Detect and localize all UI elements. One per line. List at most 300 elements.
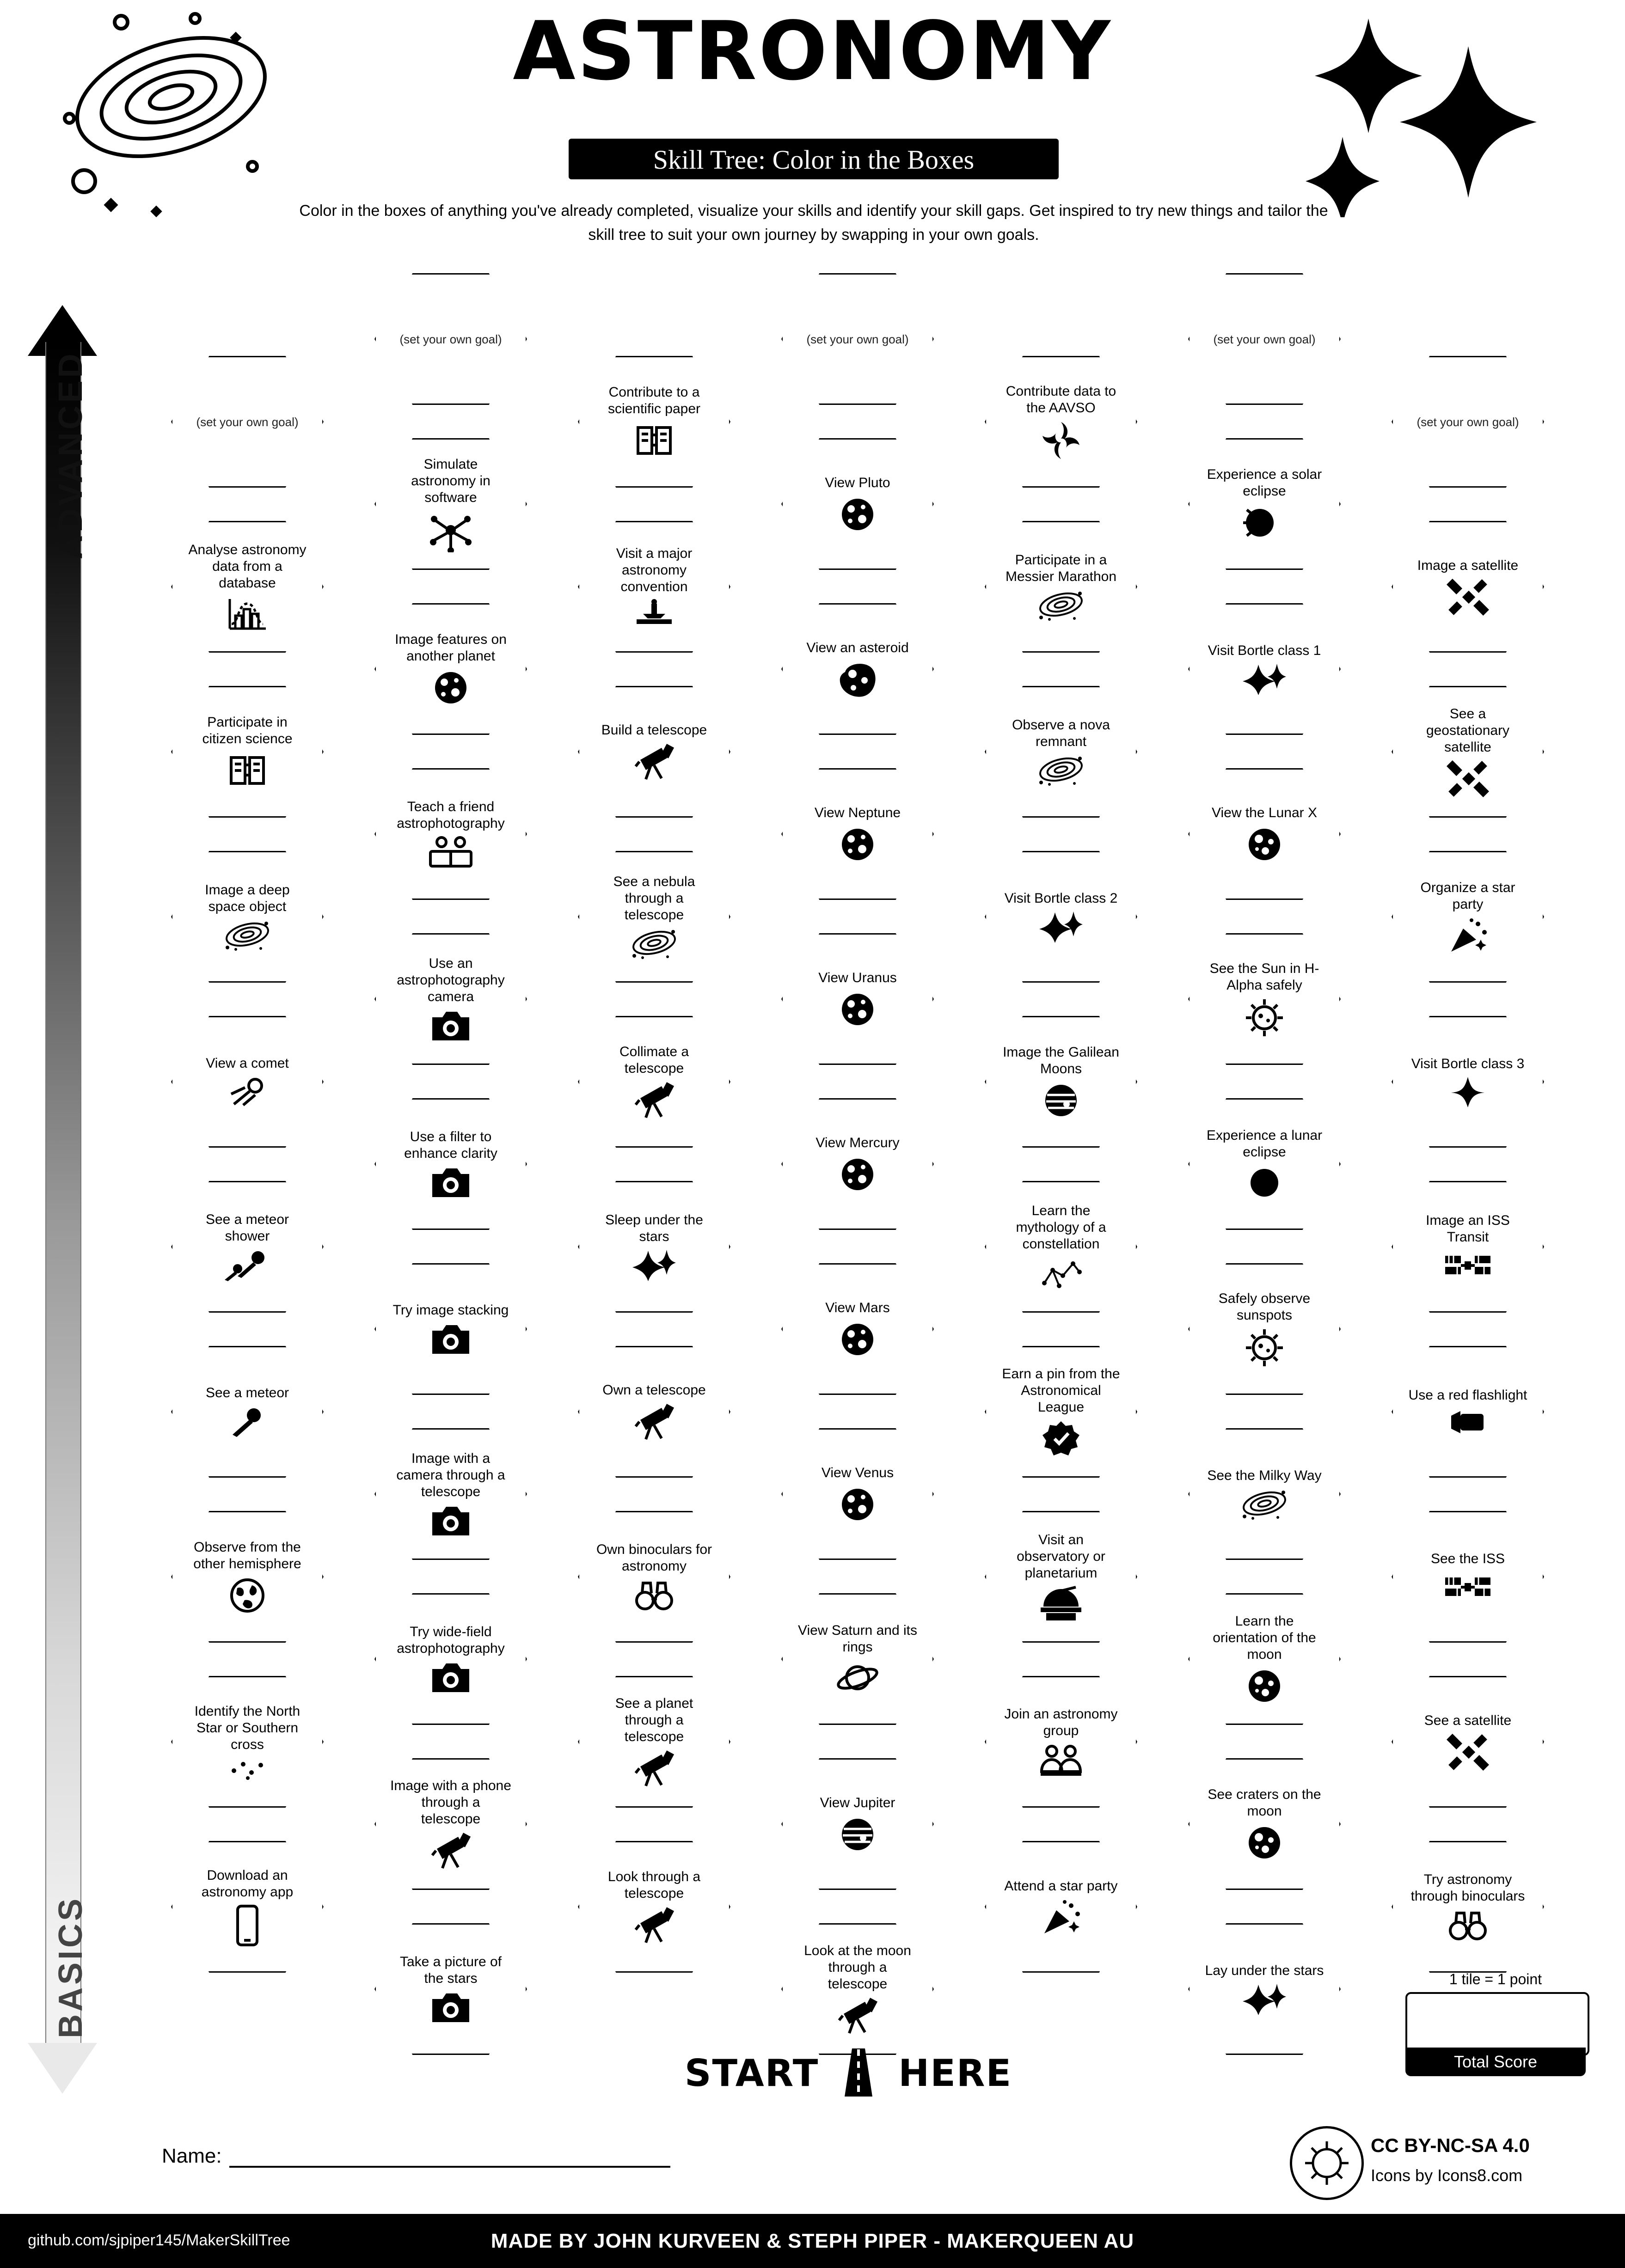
- hex-content: [171, 1841, 324, 1973]
- phone-icon: [235, 1904, 260, 1947]
- skill-tile[interactable]: [781, 1263, 934, 1395]
- skill-tile[interactable]: [1392, 851, 1544, 983]
- hex-content: [985, 521, 1137, 653]
- sun-icon: [1244, 1327, 1285, 1368]
- hex-content: [171, 521, 324, 653]
- skill-tile-label: Use a filter to enhance clarity: [404, 1129, 497, 1161]
- score-note: 1 tile = 1 point: [1449, 1971, 1542, 1987]
- skill-tile-label: Visit an observatory or planetarium: [1017, 1532, 1105, 1581]
- skill-tile-label: View Venus: [821, 1465, 894, 1480]
- cc-license-text: CC BY-NC-SA 4.0: [1371, 2134, 1530, 2156]
- score-label: Total Score: [1405, 2048, 1586, 2076]
- stars-small-icon: [227, 1757, 267, 1781]
- skill-tile[interactable]: [374, 603, 527, 735]
- skill-tile[interactable]: [1188, 768, 1341, 900]
- skill-tile-custom-goal[interactable]: [171, 356, 324, 488]
- skill-tile[interactable]: [1392, 1841, 1544, 1973]
- skill-tile[interactable]: [171, 686, 324, 818]
- road-icon: [831, 2047, 886, 2100]
- skill-tile[interactable]: [1392, 521, 1544, 653]
- skill-tile[interactable]: [578, 1346, 730, 1478]
- hex-content: [985, 1511, 1137, 1643]
- skill-tile-label: See a geostationary satellite: [1426, 706, 1510, 755]
- skill-tile[interactable]: [1188, 438, 1341, 570]
- planet-icon: [838, 1320, 877, 1359]
- skill-tile-label: Visit Bortle class 1: [1208, 642, 1321, 658]
- skill-tile[interactable]: [578, 1181, 730, 1313]
- jupiter-icon: [838, 1815, 877, 1854]
- sparkle-icon: [1243, 1983, 1286, 2016]
- observatory-icon: [1039, 1585, 1083, 1622]
- galaxy-icon: [1036, 589, 1086, 622]
- hex-content: [781, 1758, 934, 1890]
- skill-tile-custom-goal[interactable]: [1188, 273, 1341, 405]
- skill-tile-label: See a meteor shower: [205, 1211, 289, 1244]
- hex-content: [374, 438, 527, 570]
- hex-content: [781, 438, 934, 570]
- skill-tile-label: (set your own goal): [399, 332, 502, 346]
- skill-tile-label: View Saturn and its rings: [798, 1622, 917, 1655]
- skill-tile-label: Image a deep space object: [205, 882, 290, 914]
- hex-content: [171, 851, 324, 983]
- hex-content: [374, 1098, 527, 1230]
- hex-content: [781, 603, 934, 735]
- skill-tile[interactable]: [374, 1098, 527, 1230]
- skill-tile-label: View a comet: [206, 1055, 289, 1071]
- name-label: Name:: [162, 2145, 222, 2167]
- skill-tile[interactable]: [985, 1346, 1137, 1478]
- skill-tile-label: View Mars: [825, 1300, 890, 1315]
- skill-tile[interactable]: [1392, 1016, 1544, 1148]
- skill-tile[interactable]: [1188, 1263, 1341, 1395]
- skill-tile-label: View Mercury: [816, 1135, 900, 1150]
- skill-tile-label: See a nebula through a telescope: [613, 874, 695, 923]
- skill-tile[interactable]: [985, 1181, 1137, 1313]
- start-here-marker: [673, 2043, 1024, 2103]
- iss-icon: [1442, 1249, 1493, 1282]
- skill-tile-label: View an asteroid: [806, 640, 909, 655]
- skill-tile-label: See a meteor: [205, 1385, 289, 1400]
- hex-content: [781, 1428, 934, 1560]
- globe-icon: [228, 1576, 267, 1615]
- planet-icon: [838, 990, 877, 1029]
- simulation-icon: [427, 510, 475, 552]
- skill-tile-label: Download an astronomy app: [201, 1867, 294, 1900]
- planet-icon: [431, 668, 470, 707]
- hex-content: [1392, 686, 1544, 818]
- telescope-icon: [633, 742, 675, 782]
- skill-tile-label: Experience a solar eclipse: [1207, 466, 1322, 499]
- hex-content: [985, 686, 1137, 818]
- hex-content: [171, 1181, 324, 1313]
- skill-tile[interactable]: [1188, 933, 1341, 1065]
- hex-content: [781, 1098, 934, 1230]
- skill-tile[interactable]: [985, 1511, 1137, 1643]
- flashlight-icon: [1447, 1407, 1489, 1437]
- skill-tile[interactable]: [374, 1263, 527, 1395]
- skill-tile-label: Visit Bortle class 3: [1411, 1056, 1525, 1071]
- hex-content: [171, 1511, 324, 1643]
- skill-tile[interactable]: [374, 1593, 527, 1725]
- skill-tile-label: Try image stacking: [392, 1302, 509, 1318]
- skill-tile-label: Build a telescope: [601, 722, 707, 738]
- hex-content: [1188, 438, 1341, 570]
- skill-tile[interactable]: [374, 768, 527, 900]
- hex-content: [1392, 356, 1544, 488]
- hex-content: [578, 1016, 730, 1148]
- skill-tile-label: Teach a friend astrophotography: [397, 799, 505, 831]
- hex-content: [171, 356, 324, 488]
- skill-tile[interactable]: [781, 603, 934, 735]
- hex-content: [578, 1841, 730, 1973]
- paper-icon: [634, 421, 674, 460]
- license-block: [1290, 2126, 1586, 2209]
- skill-tile-label: Attend a star party: [1004, 1878, 1118, 1894]
- skill-tile[interactable]: [781, 933, 934, 1065]
- saturn-icon: [835, 1659, 880, 1696]
- skill-tile-label: View Uranus: [818, 970, 897, 985]
- hex-content: [578, 1676, 730, 1808]
- party-icon: [1447, 917, 1488, 954]
- skill-tile-label: View the Lunar X: [1212, 805, 1317, 820]
- hex-content: [985, 1676, 1137, 1808]
- skill-tile[interactable]: [578, 521, 730, 653]
- hex-content: [985, 356, 1137, 488]
- hex-content: [1188, 1593, 1341, 1725]
- satellite-icon: [1446, 578, 1490, 617]
- skill-tile[interactable]: [985, 851, 1137, 983]
- skill-tile-label: View Pluto: [825, 475, 890, 490]
- skill-tile[interactable]: [171, 1016, 324, 1148]
- skill-tile[interactable]: [985, 521, 1137, 653]
- galaxy-icon: [222, 919, 273, 952]
- skill-tile-label: Try astronomy through binoculars: [1410, 1871, 1525, 1904]
- axis-label-basics: BASICS: [52, 1895, 89, 2038]
- skill-tile-label: Sleep under the stars: [605, 1212, 703, 1244]
- telescope-icon: [836, 1996, 879, 2036]
- hex-content: [1392, 1181, 1544, 1313]
- skill-tile-label: Use a red flashlight: [1408, 1387, 1527, 1403]
- hex-content: [374, 1923, 527, 2055]
- skill-tile-custom-goal[interactable]: [374, 273, 527, 405]
- skill-tile[interactable]: [374, 1428, 527, 1560]
- hex-content: [171, 1016, 324, 1148]
- hex-content: [985, 1346, 1137, 1478]
- skill-tile-label: Look through a telescope: [607, 1869, 701, 1901]
- skill-tile-label: See a planet through a telescope: [615, 1695, 693, 1744]
- skill-tile[interactable]: [578, 851, 730, 983]
- skill-tile-custom-goal[interactable]: [1392, 356, 1544, 488]
- hex-content: [781, 1923, 934, 2055]
- skill-tile[interactable]: [578, 1511, 730, 1643]
- skill-tile-label: See the Sun in H-Alpha safely: [1209, 960, 1319, 993]
- skill-tile-label: Collimate a telescope: [619, 1044, 689, 1076]
- telescope-icon: [633, 1749, 675, 1789]
- skill-tile-label: Lay under the stars: [1205, 1962, 1324, 1978]
- hex-content: [578, 1346, 730, 1478]
- galaxy-icon: [1036, 754, 1086, 787]
- skill-tile[interactable]: [1188, 1593, 1341, 1725]
- skill-tile[interactable]: [781, 1593, 934, 1725]
- hex-content: [1188, 768, 1341, 900]
- camera-icon: [429, 1504, 472, 1538]
- hex-content: [171, 1676, 324, 1808]
- hex-content: [578, 356, 730, 488]
- skill-tile[interactable]: [1392, 1676, 1544, 1808]
- skill-tile[interactable]: [1392, 686, 1544, 818]
- hex-content: [1392, 851, 1544, 983]
- skill-tile-label: Earn a pin from the Astronomical League: [1002, 1366, 1120, 1415]
- convention-icon: [633, 599, 675, 629]
- page-title: ASTRONOMY: [513, 5, 1112, 98]
- footer-credit: MADE BY JOHN KURVEEN & STEPH PIPER - MAKERQUEEN AU: [491, 2230, 1134, 2252]
- hex-content: [781, 933, 934, 1065]
- skill-tile-label: Participate in citizen science: [202, 714, 293, 746]
- score-box: [1405, 1971, 1586, 2080]
- skill-tile-label: (set your own goal): [806, 332, 909, 346]
- icons-credit-text: Icons by Icons8.com: [1371, 2166, 1523, 2185]
- asteroid-icon: [837, 660, 878, 699]
- meteor-shower-icon: [222, 1248, 273, 1283]
- skill-tile[interactable]: [171, 1181, 324, 1313]
- skill-tile-label: Simulate astronomy in software: [411, 456, 491, 505]
- teach-icon: [427, 836, 475, 870]
- skill-tile[interactable]: [781, 1758, 934, 1890]
- skill-tile[interactable]: [781, 438, 934, 570]
- hex-content: [171, 1346, 324, 1478]
- hex-content: [374, 1758, 527, 1890]
- hex-content: [374, 768, 527, 900]
- galaxy-icon: [629, 927, 680, 960]
- skill-tile[interactable]: [1188, 1428, 1341, 1560]
- name-input[interactable]: [229, 2144, 670, 2168]
- skill-tile-label: Experience a lunar eclipse: [1206, 1127, 1323, 1160]
- lunar-eclipse-icon: [1246, 1164, 1283, 1201]
- skill-tile[interactable]: [1188, 603, 1341, 735]
- skill-tile-label: Contribute to a scientific paper: [607, 384, 701, 416]
- hex-content: [1392, 1016, 1544, 1148]
- start-word: START: [684, 2051, 819, 2095]
- telescope-icon: [633, 1081, 675, 1120]
- skill-tile-label: Image with a phone through a telescope: [390, 1778, 511, 1827]
- skill-tile[interactable]: [171, 851, 324, 983]
- badge-icon: [1042, 1419, 1079, 1458]
- skill-tile-label: Image features on another planet: [395, 631, 507, 664]
- binoculars-icon: [633, 1578, 675, 1613]
- hex-content: [1392, 1511, 1544, 1643]
- planet-icon: [838, 1485, 877, 1524]
- hex-content: [1392, 1676, 1544, 1808]
- hex-content: [1188, 1923, 1341, 2055]
- party-icon: [1041, 1898, 1081, 1936]
- moon-icon: [1245, 1667, 1284, 1706]
- skill-tile[interactable]: [985, 1841, 1137, 1973]
- skill-tile-label: Visit a major astronomy convention: [616, 545, 693, 594]
- score-input[interactable]: [1405, 1992, 1589, 2056]
- skill-tile-label: Own a telescope: [602, 1382, 706, 1398]
- axis-label-advanced: ADVANCED: [52, 351, 89, 559]
- skill-tile-label: Learn the mythology of a constellation: [1016, 1203, 1106, 1252]
- skill-tile[interactable]: [1392, 1346, 1544, 1478]
- galaxy-icon: [1239, 1488, 1290, 1521]
- subtitle-text: Skill Tree: Color in the Boxes: [653, 145, 975, 175]
- solar-eclipse-icon: [1242, 503, 1287, 542]
- hex-content: [578, 851, 730, 983]
- skill-tile[interactable]: [1188, 1098, 1341, 1230]
- page-description: Color in the boxes of anything you've already completed, visualize your skills and identify your skill gaps. Get inspired to try new things and tailor the skill tree to suit your own journey by swapping in your own goals.: [299, 202, 1328, 244]
- planet-icon: [838, 495, 877, 534]
- hex-content: [578, 1181, 730, 1313]
- skill-tile-label: Observe from the other hemisphere: [193, 1539, 301, 1571]
- skill-tile[interactable]: [374, 438, 527, 570]
- star-icon: [1450, 1076, 1485, 1108]
- sparkle-icon: [1243, 663, 1286, 696]
- skill-tile[interactable]: [781, 1098, 934, 1230]
- group-icon: [1038, 1743, 1084, 1778]
- skill-tile[interactable]: [1392, 1511, 1544, 1643]
- skill-tile-label: Look at the moon through a telescope: [804, 1943, 911, 1992]
- hex-content: [985, 851, 1137, 983]
- comet-icon: [227, 1076, 268, 1109]
- skill-tile[interactable]: [374, 1758, 527, 1890]
- constellation-icon: [1039, 1256, 1083, 1291]
- hex-content: [374, 273, 527, 405]
- skill-tile[interactable]: [171, 1346, 324, 1478]
- camera-icon: [429, 1322, 472, 1357]
- skill-tile-label: (set your own goal): [1417, 415, 1519, 429]
- footer-repo-link[interactable]: github.com/sjpiper145/MakerSkillTree: [28, 2231, 290, 2249]
- skill-tile[interactable]: [578, 1841, 730, 1973]
- hex-content: [374, 603, 527, 735]
- skill-tile[interactable]: [171, 1511, 324, 1643]
- here-word: HERE: [898, 2051, 1012, 2095]
- skill-tile-label: Own binoculars for astronomy: [596, 1541, 712, 1574]
- hex-content: [1392, 1346, 1544, 1478]
- hex-content: [578, 1511, 730, 1643]
- camera-icon: [429, 1009, 472, 1043]
- skill-tile-custom-goal[interactable]: [781, 273, 934, 405]
- planet-icon: [838, 825, 877, 864]
- skill-tile[interactable]: [985, 686, 1137, 818]
- hex-content: [985, 1016, 1137, 1148]
- camera-icon: [429, 1661, 472, 1695]
- hex-content: [1188, 1428, 1341, 1560]
- skill-tile-label: Contribute data to the AAVSO: [1006, 383, 1116, 416]
- skill-tile-label: See the Milky Way: [1207, 1467, 1322, 1483]
- spiral-icon: [1041, 420, 1081, 461]
- hex-content: [985, 1181, 1137, 1313]
- skill-tile[interactable]: [578, 1016, 730, 1148]
- skill-tile-label: (set your own goal): [1213, 332, 1316, 346]
- skill-tile[interactable]: [781, 1923, 934, 2055]
- skill-tile-label: Image a satellite: [1417, 557, 1519, 573]
- satellite-icon: [1446, 1733, 1490, 1772]
- skill-tile[interactable]: [171, 1841, 324, 1973]
- hex-content: [374, 1263, 527, 1395]
- page-footer: [0, 2214, 1625, 2268]
- skill-tile[interactable]: [1188, 1923, 1341, 2055]
- skill-tile[interactable]: [1188, 1758, 1341, 1890]
- telescope-icon: [633, 1402, 675, 1442]
- skill-tile[interactable]: [171, 1676, 324, 1808]
- hex-content: [1188, 273, 1341, 405]
- skill-tile-label: Image an ISS Transit: [1426, 1212, 1510, 1245]
- hex-content: [171, 686, 324, 818]
- skill-tile-label: See a satellite: [1424, 1712, 1512, 1728]
- name-field-row: [162, 2135, 670, 2168]
- skill-tile-label: Learn the orientation of the moon: [1213, 1613, 1316, 1662]
- skill-tile[interactable]: [1392, 1181, 1544, 1313]
- sun-icon: [1244, 997, 1285, 1038]
- hex-content: [781, 768, 934, 900]
- hex-content: [781, 1263, 934, 1395]
- meteor-icon: [229, 1405, 266, 1439]
- skill-tile-label: Image with a camera through a telescope: [396, 1450, 505, 1499]
- skill-tile[interactable]: [578, 356, 730, 488]
- hex-content: [578, 686, 730, 818]
- skill-tile[interactable]: [578, 686, 730, 818]
- skill-tile-label: Organize a star party: [1420, 880, 1515, 912]
- skill-tile-label: Use an astrophotography camera: [397, 955, 505, 1004]
- cc-license-icon: [1290, 2126, 1364, 2200]
- skill-tile[interactable]: [985, 356, 1137, 488]
- hex-content: [1392, 521, 1544, 653]
- skill-tile[interactable]: [374, 933, 527, 1065]
- hex-content: [374, 1428, 527, 1560]
- skill-tile-label: Image the Galilean Moons: [1003, 1044, 1119, 1076]
- skill-tile-label: Analyse astronomy data from a database: [188, 542, 307, 591]
- skill-tile[interactable]: [374, 1923, 527, 2055]
- skill-tile-label: Observe a nova remnant: [1012, 717, 1110, 749]
- skill-tile-label: Visit Bortle class 2: [1004, 890, 1118, 906]
- planet-icon: [838, 1155, 877, 1194]
- skill-tile[interactable]: [985, 1676, 1137, 1808]
- skill-tile[interactable]: [781, 1428, 934, 1560]
- hex-content: [781, 1593, 934, 1725]
- skill-tile-label: Take a picture of the stars: [399, 1954, 502, 1986]
- hex-content: [985, 1841, 1137, 1973]
- jupiter-icon: [1042, 1081, 1080, 1120]
- telescope-icon: [633, 1906, 675, 1945]
- hex-content: [1188, 933, 1341, 1065]
- camera-icon: [429, 1166, 472, 1200]
- hex-content: [1188, 1758, 1341, 1890]
- sparkle-icon: [1039, 911, 1083, 944]
- binoculars-icon: [1447, 1908, 1489, 1943]
- skill-tile-label: Safely observe sunspots: [1218, 1290, 1311, 1323]
- skill-tile[interactable]: [985, 1016, 1137, 1148]
- skill-tile-label: (set your own goal): [196, 415, 299, 429]
- skill-tile-label: Try wide-field astrophotography: [397, 1624, 505, 1656]
- hex-content: [1188, 1263, 1341, 1395]
- moon-icon: [1245, 1823, 1284, 1862]
- skill-tile-label: View Jupiter: [820, 1795, 895, 1810]
- hex-content: [1392, 1841, 1544, 1973]
- skill-tile-label: Identify the North Star or Southern cross: [194, 1703, 300, 1752]
- hex-content: [1188, 1098, 1341, 1230]
- hex-content: [374, 933, 527, 1065]
- sparkle-icon: [632, 1249, 676, 1282]
- skill-tile[interactable]: [578, 1676, 730, 1808]
- paper-icon: [227, 751, 267, 790]
- hex-content: [578, 521, 730, 653]
- skill-tile-label: Participate in a Messier Marathon: [1005, 552, 1117, 584]
- skill-tile[interactable]: [781, 768, 934, 900]
- skill-tile[interactable]: [171, 521, 324, 653]
- telescope-icon: [429, 1831, 472, 1871]
- iss-icon: [1442, 1571, 1493, 1603]
- hex-content: [374, 1593, 527, 1725]
